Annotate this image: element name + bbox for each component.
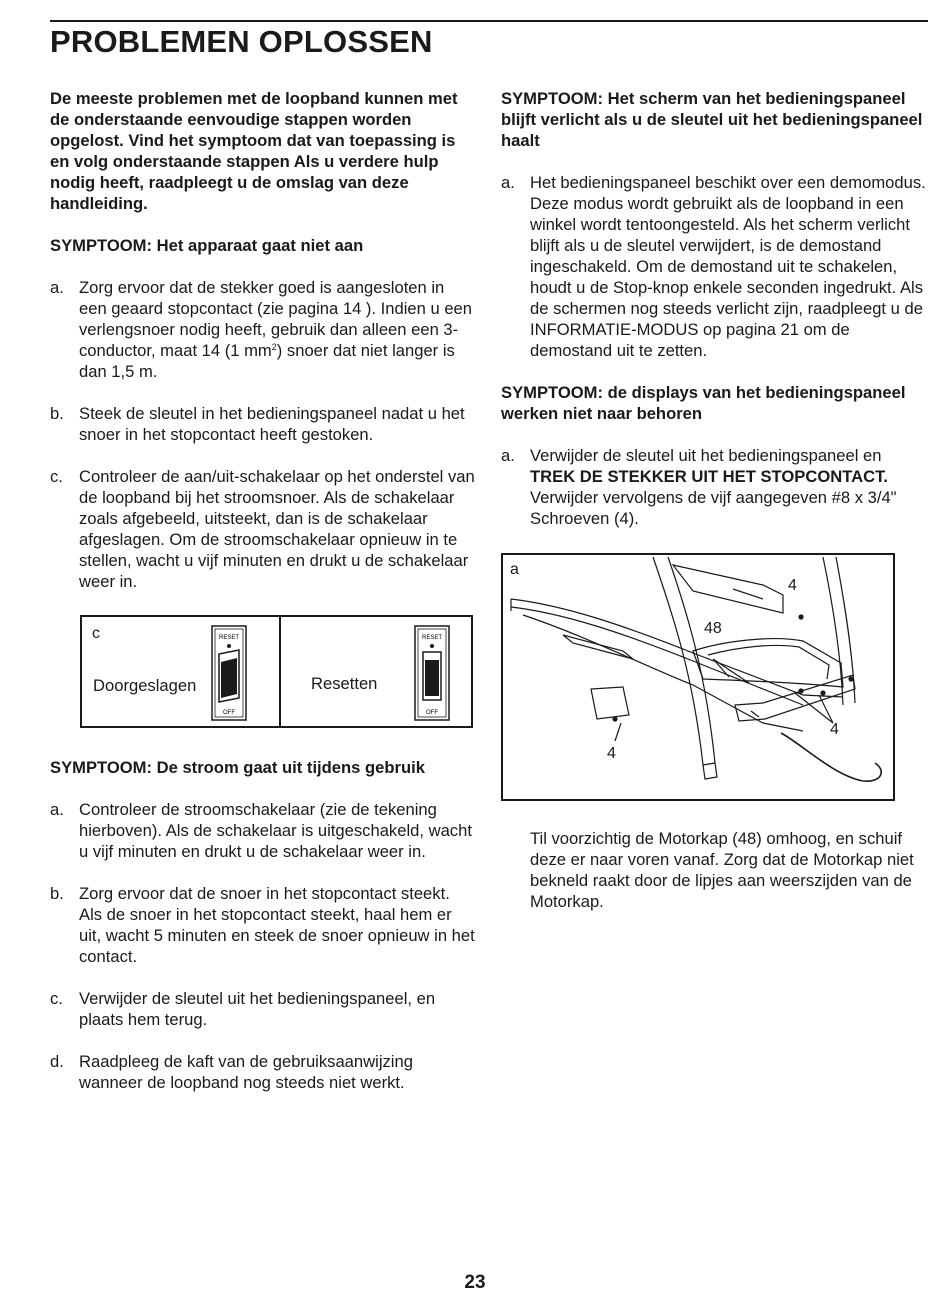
superscript: 2 xyxy=(271,342,277,352)
tripped-caption: Doorgeslagen xyxy=(93,676,197,695)
list-item xyxy=(50,1051,475,1093)
item-label: a. xyxy=(50,800,64,819)
svg-text:OFF: OFF xyxy=(426,710,438,716)
list-item xyxy=(501,445,929,529)
page-title: PROBLEMEN OPLOSSEN xyxy=(50,24,433,59)
item-label: a. xyxy=(50,278,64,297)
figure-divider xyxy=(279,617,281,726)
right-column xyxy=(501,88,929,912)
motor-hood-figure xyxy=(501,553,895,801)
symptom-heading-display-lit: SYMPTOOM: Het scherm van het bedieningspaneel blijft verlicht als u de sleutel uit het bedieningspaneel haalt xyxy=(501,89,923,150)
item-text: Verwijder de sleutel uit het bedieningspaneel en TREK DE STEKKER UIT HET STOPCONTACT. Verwijder vervolgens de vijf aangegeven #8 x 3/4" Schroeven (4). xyxy=(530,446,897,528)
page-number: 23 xyxy=(464,1272,486,1293)
symptom-heading-power-loss: SYMPTOOM: De stroom gaat uit tijdens gebruik xyxy=(50,758,425,777)
item-text: Controleer de aan/uit-schakelaar op het onderstel van de loopband bij het stroomsnoer. Als de schakelaar zoals afgebeeld, uitsteekt, dan is de schakelaar afgeslagen. Om de stroomschakelaar opnieuw in te stellen, wacht u vijf minuten en drukt u de schakelaar weer in. xyxy=(79,467,475,591)
list-item xyxy=(501,172,929,361)
motor-hood-instructions: Til voorzichtig de Motorkap (48) omhoog, en schuif deze er naar voren vanaf. Zorg dat de Motorkap niet bekneld raakt door de lipjes aan weerszijden van de Motorkap. xyxy=(530,829,914,911)
figure-label: c xyxy=(92,625,100,642)
item-label: d. xyxy=(50,1052,64,1071)
item-label: c. xyxy=(50,989,63,1008)
intro-paragraph: De meeste problemen met de loopband kunnen met de onderstaande eenvoudige stappen worden opgelost. Vind het symptoom dat van toepassing is en volg onderstaande stappen Als u verdere hulp nodig heeft, raadpleegt u de omslag van deze handleiding. xyxy=(50,89,458,213)
item-label: a. xyxy=(501,173,515,192)
callout-screw-right: 4 xyxy=(830,721,839,738)
item-text: Zorg ervoor dat de snoer in het stopcontact steekt. Als de snoer in het stopcontact steekt, haal hem er uit, wacht 5 minuten en steek de snoer opnieuw in het contact. xyxy=(79,884,475,966)
svg-text:OFF: OFF xyxy=(223,710,235,716)
switch-tripped-icon xyxy=(210,624,248,722)
switch-reset-icon xyxy=(413,624,451,722)
item-text: Steek de sleutel in het bedieningspaneel nadat u het snoer in het stopcontact heeft gestoken. xyxy=(79,404,465,444)
header-rule xyxy=(50,20,928,22)
item-label: b. xyxy=(50,884,64,903)
callout-screw-left: 4 xyxy=(607,745,616,762)
list-item xyxy=(50,403,475,445)
switch-figure xyxy=(80,615,473,728)
treadmill-motor-hood-illustration xyxy=(503,555,893,799)
svg-text:RESET: RESET xyxy=(421,635,443,641)
list-item xyxy=(50,277,475,382)
symptom-heading-no-power: SYMPTOOM: Het apparaat gaat niet aan xyxy=(50,236,364,255)
item-text: Het bedieningspaneel beschikt over een demomodus. Deze modus wordt gebruikt als de loopband in een winkel wordt tentoongesteld. Als het scherm verlicht blijft als u de sleutel verwijdert, is de demostand ingeschakeld. Om de demostand uit te schakelen, houdt u de Stop-knop enkele seconden ingedrukt. Als de schermen nog steeds verlicht zijn, raadpleegt u de INFORMATIE-MODUS op pagina 21 om de demostand uit te zetten. xyxy=(530,173,926,360)
item-text: Raadpleeg de kaft van de gebruiksaanwijzing wanneer de loopband nog steeds niet werkt. xyxy=(79,1052,413,1092)
list-item xyxy=(50,466,475,592)
left-column xyxy=(50,88,475,1114)
item-label: c. xyxy=(50,467,63,486)
item-text: Controleer de stroomschakelaar (zie de tekening hierboven). Als de schakelaar is uitgeschakeld, wacht u vijf minuten en drukt u de schakelaar weer in. xyxy=(79,800,472,861)
item-label: b. xyxy=(50,404,64,423)
symptom-heading-display-malfunction: SYMPTOOM: de displays van het bedieningspaneel werken niet naar behoren xyxy=(501,383,906,423)
item-text: Zorg ervoor dat de stekker goed is aangesloten in een geaard stopcontact (zie pagina 14 ). Indien u een verlengsnoer nodig heeft, gebruik dan alleen een 3-conductor, maat 14 (1 $mm^2$) snoer dat niet langer is dan 1,5 m. xyxy=(79,278,472,381)
list-item xyxy=(50,883,475,967)
figure-label: a xyxy=(510,561,519,578)
list-item xyxy=(50,988,475,1030)
list-item xyxy=(50,799,475,862)
item-text: Verwijder de sleutel uit het bedieningspaneel, en plaats hem terug. xyxy=(79,989,436,1029)
callout-screw-top: 4 xyxy=(788,577,797,594)
item-label: a. xyxy=(501,446,515,465)
svg-text:RESET: RESET xyxy=(218,635,240,641)
callout-motor-hood: 48 xyxy=(704,620,722,637)
unplug-warning: TREK DE STEKKER UIT HET STOPCONTACT. xyxy=(530,467,889,486)
reset-caption: Resetten xyxy=(311,674,378,693)
